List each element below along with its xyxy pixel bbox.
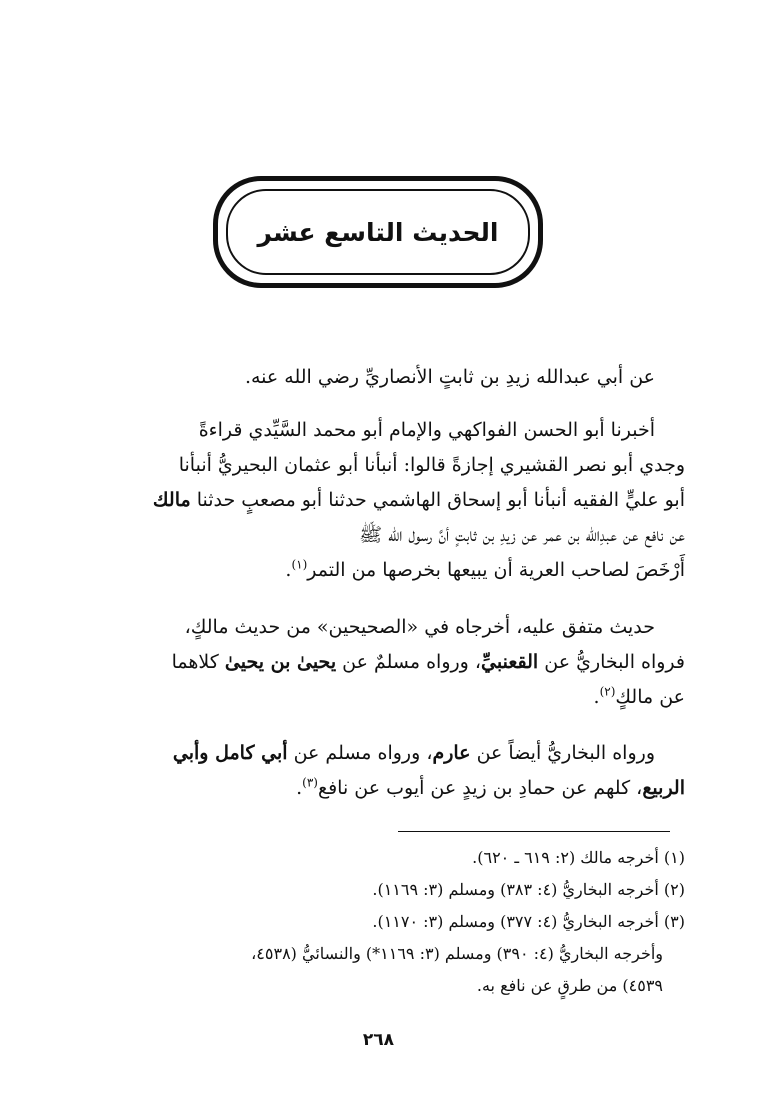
footnote-item: (٢) أخرجه البخاريُّ (٤: ٣٨٣) ومسلم (٣: ١١٦٩). [372, 880, 685, 899]
isnad-line: أخبرنا أبو الحسن الفواكهي والإمام أبو محمد السَّيِّدي قراءةً [198, 419, 655, 441]
additional-narration-paragraph [70, 736, 685, 806]
footnote-item: (١) أخرجه مالك (٢: ٦١٩ ـ ٦٢٠). [472, 848, 685, 867]
bold-name: أبي كامل وأبي [172, 742, 288, 764]
footnotes [70, 842, 685, 1002]
takhrij-block [70, 610, 685, 725]
isnad-line: وجدي أبو نصر القشيري إجازةً قالوا: أنبأنا أبو عثمان البحيريُّ أنبأنا [178, 454, 685, 476]
isnad-line: عن نافع عن عبدِالله بن عمر عن زيدِ بن ثابتٍ أنَّ رسول الله ﷺ [359, 524, 685, 546]
title-frame [213, 176, 543, 288]
isnad-line: أَرْخَصَ لصاحب العرية أن يبيعها بخرصها من التمر$^{(١)}$. [285, 557, 685, 581]
takhrij-paragraph [70, 610, 685, 715]
isnad-paragraph [70, 413, 685, 588]
takhrij-line [70, 645, 685, 680]
intro-paragraph: عن أبي عبدالله زيدِ بن ثابتٍ الأنصاريِّ رضي الله عنه. [244, 366, 655, 388]
footnote-divider [398, 831, 670, 832]
isnad-line-text: أبو عليٍّ الفقيه أنبأنا أبو إسحاق الهاشمي حدثنا أبو مصعبٍ حدثنا [196, 489, 685, 511]
takhrij-line: عن مالكٍ$^{(٢)}$. [593, 684, 685, 708]
text-run: ، ورواه مسلمٌ عن [342, 651, 482, 673]
footnote-ref: (١) [291, 557, 308, 572]
text-run: ، كلهم عن حمادِ بن زيدٍ عن أيوب عن نافع [317, 777, 643, 799]
title-frame-inner [226, 189, 530, 275]
hadith-title: الحديث التاسع عشر [257, 217, 499, 247]
footnote-item: (٣) أخرجه البخاريُّ (٤: ٣٧٧) ومسلم (٣: ١١٧٠). [372, 912, 685, 931]
text-run: كلاهما [171, 651, 219, 673]
intro-block [70, 360, 685, 405]
additional-narration-block [70, 736, 685, 816]
bold-name: القعنبيِّ [481, 651, 539, 673]
narration-line [70, 736, 685, 771]
bold-name: الربيع [642, 777, 685, 799]
footnote-ref: (٢) [599, 684, 616, 699]
bold-name: يحيىٰ بن يحيىٰ [224, 651, 337, 673]
text-run: عن مالكٍ [615, 686, 685, 708]
text-run: ، ورواه مسلم عن [293, 742, 433, 764]
page-number: ٢٦٨ [362, 1030, 395, 1050]
bold-name: عارم [432, 742, 471, 764]
text-run: ورواه البخاريُّ أيضاً عن [476, 742, 655, 764]
isnad-line [70, 483, 685, 518]
narration-line: الربيع، كلهم عن حمادِ بن زيدٍ عن أيوب عن نافع$^{(٣)}$. [296, 775, 685, 799]
isnad-block [70, 413, 685, 598]
footnote-item: ٤٥٣٩) من طرقٍ عن نافع به. [476, 976, 663, 995]
text-run: فرواه البخاريُّ عن [544, 651, 685, 673]
isnad-line-text: أَرْخَصَ لصاحب العرية أن يبيعها بخرصها من التمر [307, 559, 685, 581]
footnote-item: وأخرجه البخاريُّ (٤: ٣٩٠) ومسلم (٣: ١١٦٩*) والنسائيُّ (٤٥٣٨، [251, 944, 663, 963]
isnad-bold-name: مالك [152, 489, 191, 511]
takhrij-line: حديث متفق عليه، أخرجاه في «الصحيحين» من حديث مالكٍ، [184, 616, 655, 638]
footnote-ref: (٣) [302, 775, 318, 790]
